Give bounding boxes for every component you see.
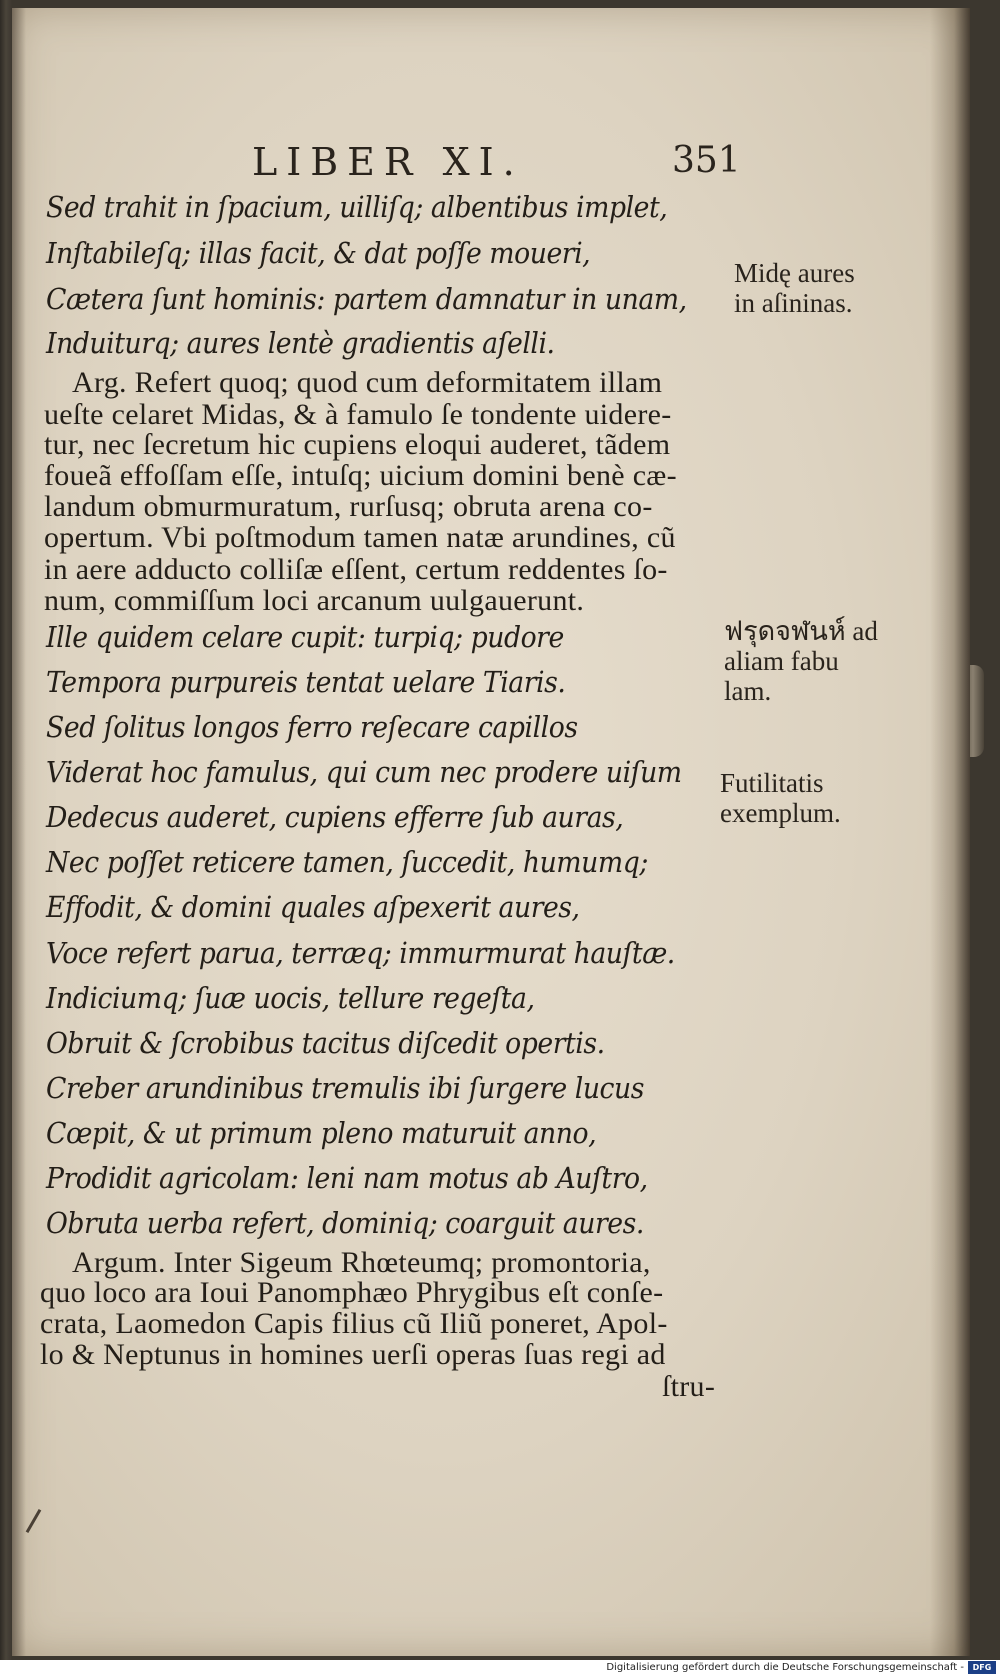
- digitization-footer: [0, 1660, 1000, 1675]
- text-line: Obruit & ſcrobibus tacitus diſcedit opertis.: [46, 1026, 605, 1060]
- text-line: foueã effoſſam eſſe, intuſq; uicium domini benè cæ-: [44, 459, 677, 492]
- margin-note: [724, 616, 878, 706]
- text-line: Ille quidem celare cupit: turpiq; pudore: [46, 620, 564, 654]
- dfg-logo: DFG: [968, 1661, 996, 1674]
- margin-note-line: Futilitatis: [720, 768, 824, 798]
- text-line: Effodit, & domini quales aſpexerit aures,: [46, 890, 580, 924]
- text-line: Induiturq; aures lentè gradientis aſelli.: [46, 326, 555, 360]
- margin-note-line: in aſininas.: [734, 288, 853, 318]
- page-number: 351: [672, 140, 741, 181]
- book-page: [12, 8, 970, 1656]
- text-line: Cœpit, & ut primum pleno maturuit anno,: [46, 1116, 597, 1150]
- margin-note: [734, 258, 855, 318]
- text-line: tur, nec ſecretum hic cupiens eloqui auderet, tãdem: [44, 428, 671, 461]
- text-line: Sed trahit in ſpacium, uilliſq; albentibus implet,: [46, 190, 668, 224]
- text-line: Indiciumq; ſuæ uocis, tellure regeſta,: [46, 981, 535, 1015]
- text-line: Cætera ſunt hominis: partem damnatur in unam,: [46, 282, 687, 316]
- margin-note-line: aliam fabu: [724, 646, 839, 676]
- text-line: Arg. Refert quoq; quod cum deformitatem illam: [72, 366, 663, 399]
- text-line: Creber arundinibus tremulis ibi ſurgere lucus: [46, 1071, 644, 1105]
- text-line: Argum. Inter Sigeum Rhœteumq; promontoria,: [72, 1246, 651, 1279]
- text-line: lo & Neptunus in homines uerſi operas ſuas regi ad: [40, 1338, 666, 1371]
- text-line: landum obmurmuratum, rurſusq; obruta arena co-: [44, 490, 653, 523]
- text-line: opertum. Vbi poſtmodum tamen natæ arundines, cũ: [44, 521, 676, 554]
- catchword: ſtru-: [662, 1370, 716, 1403]
- text-line: Nec poſſet reticere tamen, ſuccedit, humumq;: [46, 845, 648, 879]
- margin-note: [720, 768, 841, 828]
- margin-note-line: exemplum.: [720, 798, 841, 828]
- text-line: Obruta uerba refert, dominiq; coarguit aures.: [46, 1206, 644, 1240]
- text-line: Viderat hoc famulus, qui cum nec prodere uiſum: [46, 755, 682, 789]
- footer-credit: Digitalisierung gefördert durch die Deutsche Forschungsgemeinschaft -: [606, 1662, 964, 1673]
- running-title: LIBER XI.: [252, 140, 524, 184]
- text-line: crata, Laomedon Capis filius cũ Iliũ poneret, Apol-: [40, 1307, 668, 1340]
- text-line: num, commiſſum loci arcanum uulgauerunt.: [44, 584, 585, 617]
- text-line: Prodidit agricolam: leni nam motus ab Auſtro,: [46, 1161, 648, 1195]
- text-line: quo loco ara Ioui Panomphæo Phrygibus eſt conſe-: [40, 1276, 664, 1309]
- main-text-block: [12, 8, 970, 1656]
- margin-note-line: Midę aures: [734, 258, 855, 288]
- text-line: ueſte celaret Midas, & à famulo ſe tondente uidere-: [44, 398, 672, 431]
- text-line: Dedecus auderet, cupiens efferre ſub auras,: [46, 800, 624, 834]
- margin-note-line: lam.: [724, 676, 772, 706]
- margin-note-line: ฟรุดจฬนห์ ad: [724, 616, 878, 646]
- text-line: Tempora purpureis tentat uelare Tiaris.: [46, 665, 566, 699]
- text-line: Inſtabileſq; illas facit, & dat poſſe moueri,: [46, 236, 591, 270]
- text-line: Voce refert parua, terræq; immurmurat hauſtæ.: [46, 936, 675, 970]
- text-line: Sed ſolitus longos ferro reſecare capillos: [46, 710, 578, 744]
- text-line: in aere adducto colliſæ eſſent, certum reddentes ſo-: [44, 553, 668, 586]
